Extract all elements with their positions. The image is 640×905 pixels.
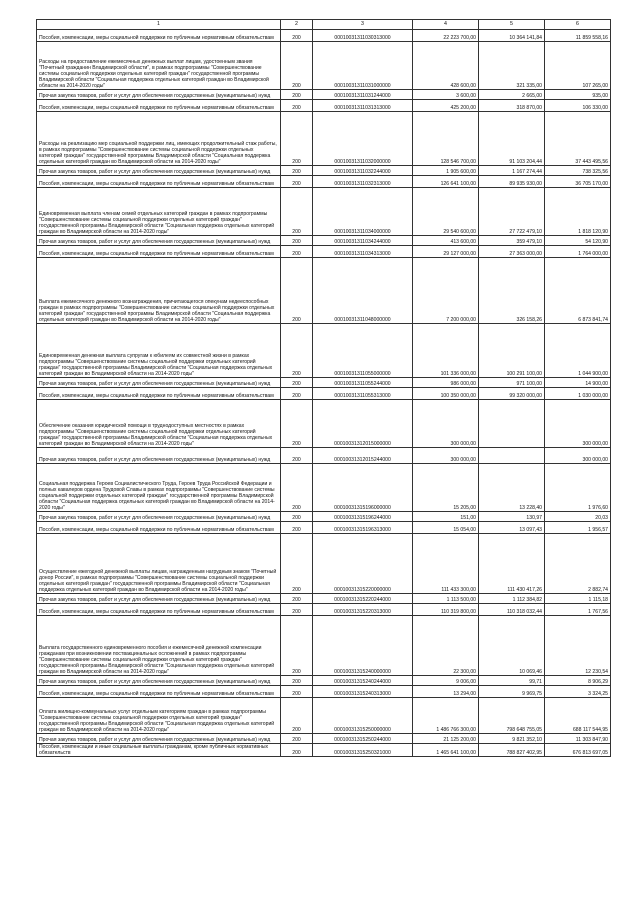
executed-amount-cell: 788 827 402,95 bbox=[479, 744, 545, 757]
description-cell: Пособия, компенсации, меры социальной поддержки по публичным нормативным обязательствам bbox=[37, 604, 281, 616]
table-row bbox=[37, 100, 611, 112]
unexecuted-amount-cell: 36 705 170,00 bbox=[545, 176, 611, 188]
approved-amount-cell: 13 294,00 bbox=[413, 686, 479, 698]
budget-classification-code-cell: 00010031311055244000 bbox=[313, 378, 413, 388]
column-number: 6 bbox=[545, 20, 611, 30]
description-cell: Единовременная денежная выплата супругам к юбилеям их совместной жизни в рамках подпрограммы "Совершенствование системы социальной поддержки отдельных категорий граждан" государственной программы Владимирской области "Социальная поддержка отдельных категорий граждан во Владимирской области на 2014-2020 годы" bbox=[37, 324, 281, 378]
executed-amount-cell: 99,71 bbox=[479, 676, 545, 686]
unexecuted-amount-cell: 1 956,57 bbox=[545, 522, 611, 534]
executed-amount-cell: 971 100,00 bbox=[479, 378, 545, 388]
approved-amount-cell: 300 000,00 bbox=[413, 448, 479, 464]
table-row bbox=[37, 388, 611, 400]
unexecuted-amount-cell: 1 767,56 bbox=[545, 604, 611, 616]
description-cell: Прочая закупка товаров, работ и услуг для обеспечения государственных (муниципальных) нужд bbox=[37, 676, 281, 686]
approved-amount-cell: 300 000,00 bbox=[413, 400, 479, 448]
approved-amount-cell: 3 600,00 bbox=[413, 90, 479, 100]
table-row bbox=[37, 734, 611, 744]
unexecuted-amount-cell: 54 120,90 bbox=[545, 236, 611, 246]
unexecuted-amount-cell: 14 900,00 bbox=[545, 378, 611, 388]
table-row bbox=[37, 512, 611, 522]
executed-amount-cell: 27 722 479,10 bbox=[479, 188, 545, 236]
line-code-cell: 200 bbox=[281, 112, 313, 166]
table-row bbox=[37, 594, 611, 604]
unexecuted-amount-cell: 935,00 bbox=[545, 90, 611, 100]
line-code-cell: 200 bbox=[281, 744, 313, 757]
unexecuted-amount-cell: 1 764 000,00 bbox=[545, 246, 611, 258]
budget-classification-code-cell: 00010031311034313000 bbox=[313, 246, 413, 258]
table-row bbox=[37, 112, 611, 166]
column-number: 2 bbox=[281, 20, 313, 30]
approved-amount-cell: 128 546 700,00 bbox=[413, 112, 479, 166]
column-number: 4 bbox=[413, 20, 479, 30]
executed-amount-cell: 100 291 100,00 bbox=[479, 324, 545, 378]
description-cell: Прочая закупка товаров, работ и услуг для обеспечения государственных (муниципальных) нужд bbox=[37, 378, 281, 388]
executed-amount-cell: 13 097,43 bbox=[479, 522, 545, 534]
executed-amount-cell: 2 665,00 bbox=[479, 90, 545, 100]
description-cell: Оплата жилищно-коммунальных услуг отдельным категориям граждан в рамках подпрограммы "Совершенствование системы социальной поддержки отдельных категорий граждан" государственной программы Владимирской области "Социальная поддержка отдельных категорий граждан во Владимирской области на 2014-2020 годы" bbox=[37, 698, 281, 734]
approved-amount-cell: 126 641 100,00 bbox=[413, 176, 479, 188]
unexecuted-amount-cell: 1 044 900,00 bbox=[545, 324, 611, 378]
line-code-cell: 200 bbox=[281, 176, 313, 188]
approved-amount-cell: 1 113 500,00 bbox=[413, 594, 479, 604]
budget-classification-code-cell: 00010031311034000000 bbox=[313, 188, 413, 236]
executed-amount-cell: 10 364 141,84 bbox=[479, 30, 545, 42]
line-code-cell: 200 bbox=[281, 522, 313, 534]
table-row bbox=[37, 176, 611, 188]
description-cell: Осуществление ежегодной денежной выплаты лицам, награжденным нагрудным знаком "Почетный донор России", в рамках подпрограммы "Совершенствование системы социальной поддержки отдельных категорий граждан" государственной программы Владимирской области "Социальная поддержка отдельных категорий граждан во Владимирской области на 2014-2020 годы" bbox=[37, 534, 281, 594]
table-row bbox=[37, 464, 611, 512]
column-number-row bbox=[37, 20, 611, 30]
budget-classification-code-cell: 00010031315240313000 bbox=[313, 686, 413, 698]
description-cell: Социальная поддержка Героев Социалистического Труда, Героев Труда Российской Федерации и полных кавалеров ордена Трудовой Славы в рамках подпрограммы "Совершенствование системы социальной поддержки отдельных категорий граждан" государственной программы Владимирской области "Социальная поддержка отдельных категорий граждан во Владимирской области на 2014-2020 годы" bbox=[37, 464, 281, 512]
description-cell: Прочая закупка товаров, работ и услуг для обеспечения государственных (муниципальных) нужд bbox=[37, 448, 281, 464]
unexecuted-amount-cell: 1 976,60 bbox=[545, 464, 611, 512]
table-row bbox=[37, 698, 611, 734]
unexecuted-amount-cell: 107 265,00 bbox=[545, 42, 611, 90]
budget-classification-code-cell: 00010031311032244000 bbox=[313, 166, 413, 176]
description-cell: Прочая закупка товаров, работ и услуг для обеспечения государственных (муниципальных) нужд bbox=[37, 734, 281, 744]
budget-classification-code-cell: 00010031315196000000 bbox=[313, 464, 413, 512]
budget-classification-code-cell: 00010031315250000000 bbox=[313, 698, 413, 734]
line-code-cell: 200 bbox=[281, 676, 313, 686]
budget-classification-code-cell: 00010031315250321000 bbox=[313, 744, 413, 757]
executed-amount-cell bbox=[479, 448, 545, 464]
table-row bbox=[37, 246, 611, 258]
table-row bbox=[37, 744, 611, 757]
approved-amount-cell: 21 125 200,00 bbox=[413, 734, 479, 744]
approved-amount-cell: 413 600,00 bbox=[413, 236, 479, 246]
table-row bbox=[37, 604, 611, 616]
budget-classification-code-cell: 00010031311048000000 bbox=[313, 258, 413, 324]
unexecuted-amount-cell: 300 000,00 bbox=[545, 400, 611, 448]
unexecuted-amount-cell: 2 882,74 bbox=[545, 534, 611, 594]
unexecuted-amount-cell: 6 873 841,74 bbox=[545, 258, 611, 324]
line-code-cell: 200 bbox=[281, 90, 313, 100]
table-row bbox=[37, 166, 611, 176]
approved-amount-cell: 22 300,00 bbox=[413, 616, 479, 676]
line-code-cell: 200 bbox=[281, 686, 313, 698]
unexecuted-amount-cell: 738 325,56 bbox=[545, 166, 611, 176]
executed-amount-cell: 326 158,26 bbox=[479, 258, 545, 324]
table-row bbox=[37, 534, 611, 594]
table-body bbox=[37, 20, 611, 757]
table-row bbox=[37, 188, 611, 236]
description-cell: Расходы на предоставление ежемесячных денежных выплат лицам, удостоенным звания "Почетный гражданин Владимирской области", в рамках подпрограммы "Совершенствование системы социальной поддержки отдельных категорий граждан" государственной программы Владимирской области "Социальная поддержка отдельных категорий граждан во Владимирской области на 2014-2020 годы" bbox=[37, 42, 281, 90]
executed-amount-cell: 798 648 755,05 bbox=[479, 698, 545, 734]
description-cell: Пособия, компенсации, меры социальной поддержки по публичным нормативным обязательствам bbox=[37, 522, 281, 534]
executed-amount-cell: 130,97 bbox=[479, 512, 545, 522]
description-cell: Прочая закупка товаров, работ и услуг для обеспечения государственных (муниципальных) нужд bbox=[37, 90, 281, 100]
executed-amount-cell: 110 318 032,44 bbox=[479, 604, 545, 616]
line-code-cell: 200 bbox=[281, 616, 313, 676]
executed-amount-cell: 89 935 930,00 bbox=[479, 176, 545, 188]
table-row bbox=[37, 378, 611, 388]
line-code-cell: 200 bbox=[281, 42, 313, 90]
line-code-cell: 200 bbox=[281, 734, 313, 744]
executed-amount-cell: 9 821 352,10 bbox=[479, 734, 545, 744]
line-code-cell: 200 bbox=[281, 594, 313, 604]
executed-amount-cell: 99 320 000,00 bbox=[479, 388, 545, 400]
approved-amount-cell: 100 350 000,00 bbox=[413, 388, 479, 400]
executed-amount-cell: 13 228,40 bbox=[479, 464, 545, 512]
executed-amount-cell: 318 870,00 bbox=[479, 100, 545, 112]
unexecuted-amount-cell: 688 117 544,95 bbox=[545, 698, 611, 734]
budget-classification-code-cell: 00010031311031313000 bbox=[313, 100, 413, 112]
unexecuted-amount-cell: 300 000,00 bbox=[545, 448, 611, 464]
budget-execution-table bbox=[36, 19, 611, 757]
budget-classification-code-cell: 00010031312015000000 bbox=[313, 400, 413, 448]
approved-amount-cell: 1 905 600,00 bbox=[413, 166, 479, 176]
executed-amount-cell: 91 103 204,44 bbox=[479, 112, 545, 166]
line-code-cell: 200 bbox=[281, 100, 313, 112]
table-row bbox=[37, 324, 611, 378]
budget-classification-code-cell: 00010031315220244000 bbox=[313, 594, 413, 604]
line-code-cell: 200 bbox=[281, 534, 313, 594]
description-cell: Расходы на реализацию мер социальной поддержки лиц, имеющих продолжительный стаж работы, в рамках подпрограммы "Совершенствование системы социальной поддержки отдельных категорий граждан" государственной программы Владимирской области "Социальная поддержка отдельных категорий граждан во Владимирской области на 2014-2020 годы" bbox=[37, 112, 281, 166]
approved-amount-cell: 425 200,00 bbox=[413, 100, 479, 112]
approved-amount-cell: 7 200 000,00 bbox=[413, 258, 479, 324]
line-code-cell: 200 bbox=[281, 698, 313, 734]
unexecuted-amount-cell: 1 818 120,90 bbox=[545, 188, 611, 236]
approved-amount-cell: 15 205,00 bbox=[413, 464, 479, 512]
budget-classification-code-cell: 00010031311031000000 bbox=[313, 42, 413, 90]
column-number: 3 bbox=[313, 20, 413, 30]
approved-amount-cell: 9 006,00 bbox=[413, 676, 479, 686]
description-cell: Прочая закупка товаров, работ и услуг для обеспечения государственных (муниципальных) нужд bbox=[37, 166, 281, 176]
unexecuted-amount-cell: 1 030 000,00 bbox=[545, 388, 611, 400]
description-cell: Прочая закупка товаров, работ и услуг для обеспечения государственных (муниципальных) нужд bbox=[37, 594, 281, 604]
executed-amount-cell: 27 363 000,00 bbox=[479, 246, 545, 258]
unexecuted-amount-cell: 106 330,00 bbox=[545, 100, 611, 112]
line-code-cell: 200 bbox=[281, 30, 313, 42]
description-cell: Пособия, компенсации, меры социальной поддержки по публичным нормативным обязательствам bbox=[37, 30, 281, 42]
line-code-cell: 200 bbox=[281, 258, 313, 324]
executed-amount-cell: 321 335,00 bbox=[479, 42, 545, 90]
column-number: 1 bbox=[37, 20, 281, 30]
line-code-cell: 200 bbox=[281, 324, 313, 378]
approved-amount-cell: 1 486 766 300,00 bbox=[413, 698, 479, 734]
line-code-cell: 200 bbox=[281, 246, 313, 258]
description-cell: Пособия, компенсации, меры социальной поддержки по публичным нормативным обязательствам bbox=[37, 388, 281, 400]
line-code-cell: 200 bbox=[281, 166, 313, 176]
budget-classification-code-cell: 00010031315220313000 bbox=[313, 604, 413, 616]
approved-amount-cell: 22 223 700,00 bbox=[413, 30, 479, 42]
table-row bbox=[37, 522, 611, 534]
unexecuted-amount-cell: 12 230,54 bbox=[545, 616, 611, 676]
budget-classification-code-cell: 00010031311032000000 bbox=[313, 112, 413, 166]
approved-amount-cell: 29 127 000,00 bbox=[413, 246, 479, 258]
budget-classification-code-cell: 00010031312015244000 bbox=[313, 448, 413, 464]
budget-classification-code-cell: 00010031315220000000 bbox=[313, 534, 413, 594]
budget-classification-code-cell: 00010031315240244000 bbox=[313, 676, 413, 686]
table-row bbox=[37, 258, 611, 324]
executed-amount-cell: 359 479,10 bbox=[479, 236, 545, 246]
line-code-cell: 200 bbox=[281, 378, 313, 388]
unexecuted-amount-cell: 3 324,25 bbox=[545, 686, 611, 698]
line-code-cell: 200 bbox=[281, 604, 313, 616]
budget-classification-code-cell: 00010031311055313000 bbox=[313, 388, 413, 400]
unexecuted-amount-cell: 676 813 697,05 bbox=[545, 744, 611, 757]
table-row bbox=[37, 42, 611, 90]
budget-classification-code-cell: 00010031315240000000 bbox=[313, 616, 413, 676]
unexecuted-amount-cell: 20,03 bbox=[545, 512, 611, 522]
line-code-cell: 200 bbox=[281, 448, 313, 464]
approved-amount-cell: 29 540 600,00 bbox=[413, 188, 479, 236]
budget-classification-code-cell: 00010031315250244000 bbox=[313, 734, 413, 744]
table-row bbox=[37, 676, 611, 686]
executed-amount-cell: 1 112 384,82 bbox=[479, 594, 545, 604]
table-row bbox=[37, 448, 611, 464]
approved-amount-cell: 110 319 800,00 bbox=[413, 604, 479, 616]
unexecuted-amount-cell: 8 906,29 bbox=[545, 676, 611, 686]
executed-amount-cell: 9 969,75 bbox=[479, 686, 545, 698]
executed-amount-cell: 10 069,46 bbox=[479, 616, 545, 676]
unexecuted-amount-cell: 11 303 847,90 bbox=[545, 734, 611, 744]
approved-amount-cell: 151,00 bbox=[413, 512, 479, 522]
column-number: 5 bbox=[479, 20, 545, 30]
line-code-cell: 200 bbox=[281, 188, 313, 236]
description-cell: Выплата государственного единовременного пособия и ежемесячной денежной компенсации гражданам при возникновении поствакцинальных осложнений в рамках подпрограммы "Совершенствование системы социальной поддержки отдельных категорий граждан" государственной программы Владимирской области "Социальная поддержка отдельных категорий граждан во Владимирской области на 2014-2020 годы" bbox=[37, 616, 281, 676]
description-cell: Прочая закупка товаров, работ и услуг для обеспечения государственных (муниципальных) нужд bbox=[37, 236, 281, 246]
budget-classification-code-cell: 00010031311034244000 bbox=[313, 236, 413, 246]
description-cell: Обеспечение оказания юридической помощи в труднодоступных местностях в рамках подпрограммы "Совершенствование системы социальной поддержки отдельных категорий граждан" государственной программы Владимирской области "Социальная поддержка отдельных категорий граждан во Владимирской области на 2014-2020 годы" bbox=[37, 400, 281, 448]
description-cell: Пособия, компенсации, меры социальной поддержки по публичным нормативным обязательствам bbox=[37, 246, 281, 258]
table-row bbox=[37, 686, 611, 698]
budget-classification-code-cell: 00010031315196244000 bbox=[313, 512, 413, 522]
description-cell: Единовременная выплата членам семей отдельных категорий граждан в рамках подпрограммы "Совершенствование системы социальной поддержки отдельных категорий граждан" государственной программы Владимирской области "Социальная поддержка отдельных категорий граждан во Владимирской области на 2014-2020 годы" bbox=[37, 188, 281, 236]
description-cell: Выплата ежемесячного денежного вознаграждения, причитающегося опекунам недееспособных граждан в рамках подпрограммы "Совершенствование системы социальной поддержки отдельных категорий граждан" государственной программы Владимирской области "Социальная поддержка отдельных категорий граждан во Владимирской области на 2014-2020 годы" bbox=[37, 258, 281, 324]
line-code-cell: 200 bbox=[281, 388, 313, 400]
description-cell: Пособия, компенсации, меры социальной поддержки по публичным нормативным обязательствам bbox=[37, 100, 281, 112]
line-code-cell: 200 bbox=[281, 512, 313, 522]
approved-amount-cell: 111 433 300,00 bbox=[413, 534, 479, 594]
approved-amount-cell: 101 336 000,00 bbox=[413, 324, 479, 378]
executed-amount-cell: 111 430 417,26 bbox=[479, 534, 545, 594]
executed-amount-cell bbox=[479, 400, 545, 448]
description-cell: Пособия, компенсации, меры социальной поддержки по публичным нормативным обязательствам bbox=[37, 686, 281, 698]
approved-amount-cell: 15 054,00 bbox=[413, 522, 479, 534]
table-row bbox=[37, 400, 611, 448]
executed-amount-cell: 1 167 274,44 bbox=[479, 166, 545, 176]
description-cell: Прочая закупка товаров, работ и услуг для обеспечения государственных (муниципальных) нужд bbox=[37, 512, 281, 522]
table-row bbox=[37, 236, 611, 246]
description-cell: Пособия, компенсации и иные социальные выплаты гражданам, кроме публичных нормативных обязательств bbox=[37, 744, 281, 757]
unexecuted-amount-cell: 11 859 558,16 bbox=[545, 30, 611, 42]
description-cell: Пособия, компенсации, меры социальной поддержки по публичным нормативным обязательствам bbox=[37, 176, 281, 188]
table-row bbox=[37, 616, 611, 676]
budget-classification-code-cell: 00010031311030313000 bbox=[313, 30, 413, 42]
line-code-cell: 200 bbox=[281, 464, 313, 512]
unexecuted-amount-cell: 1 115,18 bbox=[545, 594, 611, 604]
approved-amount-cell: 986 000,00 bbox=[413, 378, 479, 388]
budget-classification-code-cell: 00010031311032313000 bbox=[313, 176, 413, 188]
line-code-cell: 200 bbox=[281, 400, 313, 448]
budget-classification-code-cell: 00010031311031244000 bbox=[313, 90, 413, 100]
approved-amount-cell: 1 465 641 100,00 bbox=[413, 744, 479, 757]
unexecuted-amount-cell: 37 443 495,56 bbox=[545, 112, 611, 166]
line-code-cell: 200 bbox=[281, 236, 313, 246]
approved-amount-cell: 428 600,00 bbox=[413, 42, 479, 90]
budget-classification-code-cell: 00010031315196313000 bbox=[313, 522, 413, 534]
table-row bbox=[37, 90, 611, 100]
budget-classification-code-cell: 00010031311055000000 bbox=[313, 324, 413, 378]
table-row bbox=[37, 30, 611, 42]
